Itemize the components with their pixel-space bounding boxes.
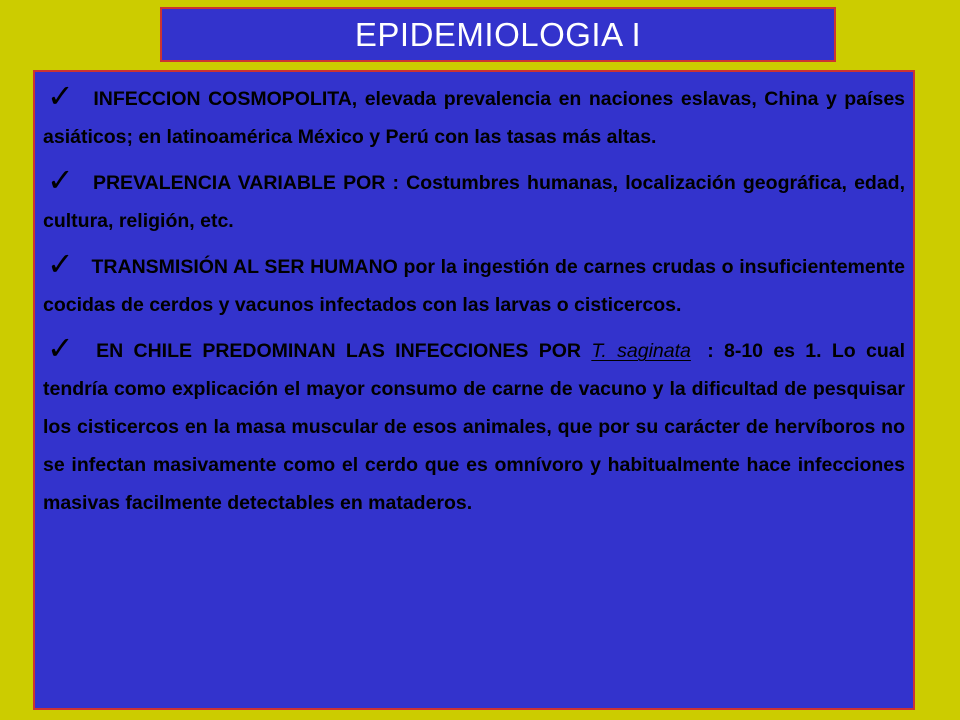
bullet-text: : 8-10 es 1. Lo cual tendría como explicación el mayor consumo de carne de vacuno y la dificultad de pesquisar los cisticercos en la masa muscular de esos animales, que por su carácter de hervíboros no se infectan masivamente como el cerdo que es omnívoro y habitualmente hace infecciones masivas facilmente detectables en mataderos. — [43, 340, 906, 514]
checkmark-icon: ✓ — [47, 329, 74, 367]
checkmark-icon: ✓ — [47, 245, 74, 283]
bullet-text: por la ingestión de carnes crudas o insuficientemente cocidas de cerdos y vacunos infectados con las larvas o cisticercos. — [43, 256, 905, 316]
content-box — [33, 70, 915, 710]
bullet-item — [43, 161, 906, 240]
bullet-heading: TRANSMISIÓN AL SER HUMANO — [91, 256, 398, 278]
bullet-item — [43, 245, 905, 324]
slide-title: EPIDEMIOLOGIA I — [354, 15, 642, 53]
bullet-item — [43, 329, 906, 522]
bullet-item — [43, 77, 906, 156]
checkmark-icon: ✓ — [47, 77, 74, 115]
title-box — [160, 7, 836, 62]
bullet-text: , elevada prevalencia en naciones eslavas, China y países asiáticos; en latinoamérica México y Perú con las tasas más altas. — [43, 88, 906, 148]
bullet-heading: INFECCION COSMOPOLITA — [93, 88, 352, 110]
bullet-heading: EN CHILE PREDOMINAN LAS INFECCIONES POR — [96, 340, 581, 362]
bullet-heading: PREVALENCIA VARIABLE POR — [92, 172, 386, 194]
bullet-text: : Costumbres humanas, localización geográfica, edad, cultura, religión, etc. — [43, 172, 906, 232]
checkmark-icon: ✓ — [47, 161, 74, 199]
species-name: T. saginata — [591, 340, 691, 362]
